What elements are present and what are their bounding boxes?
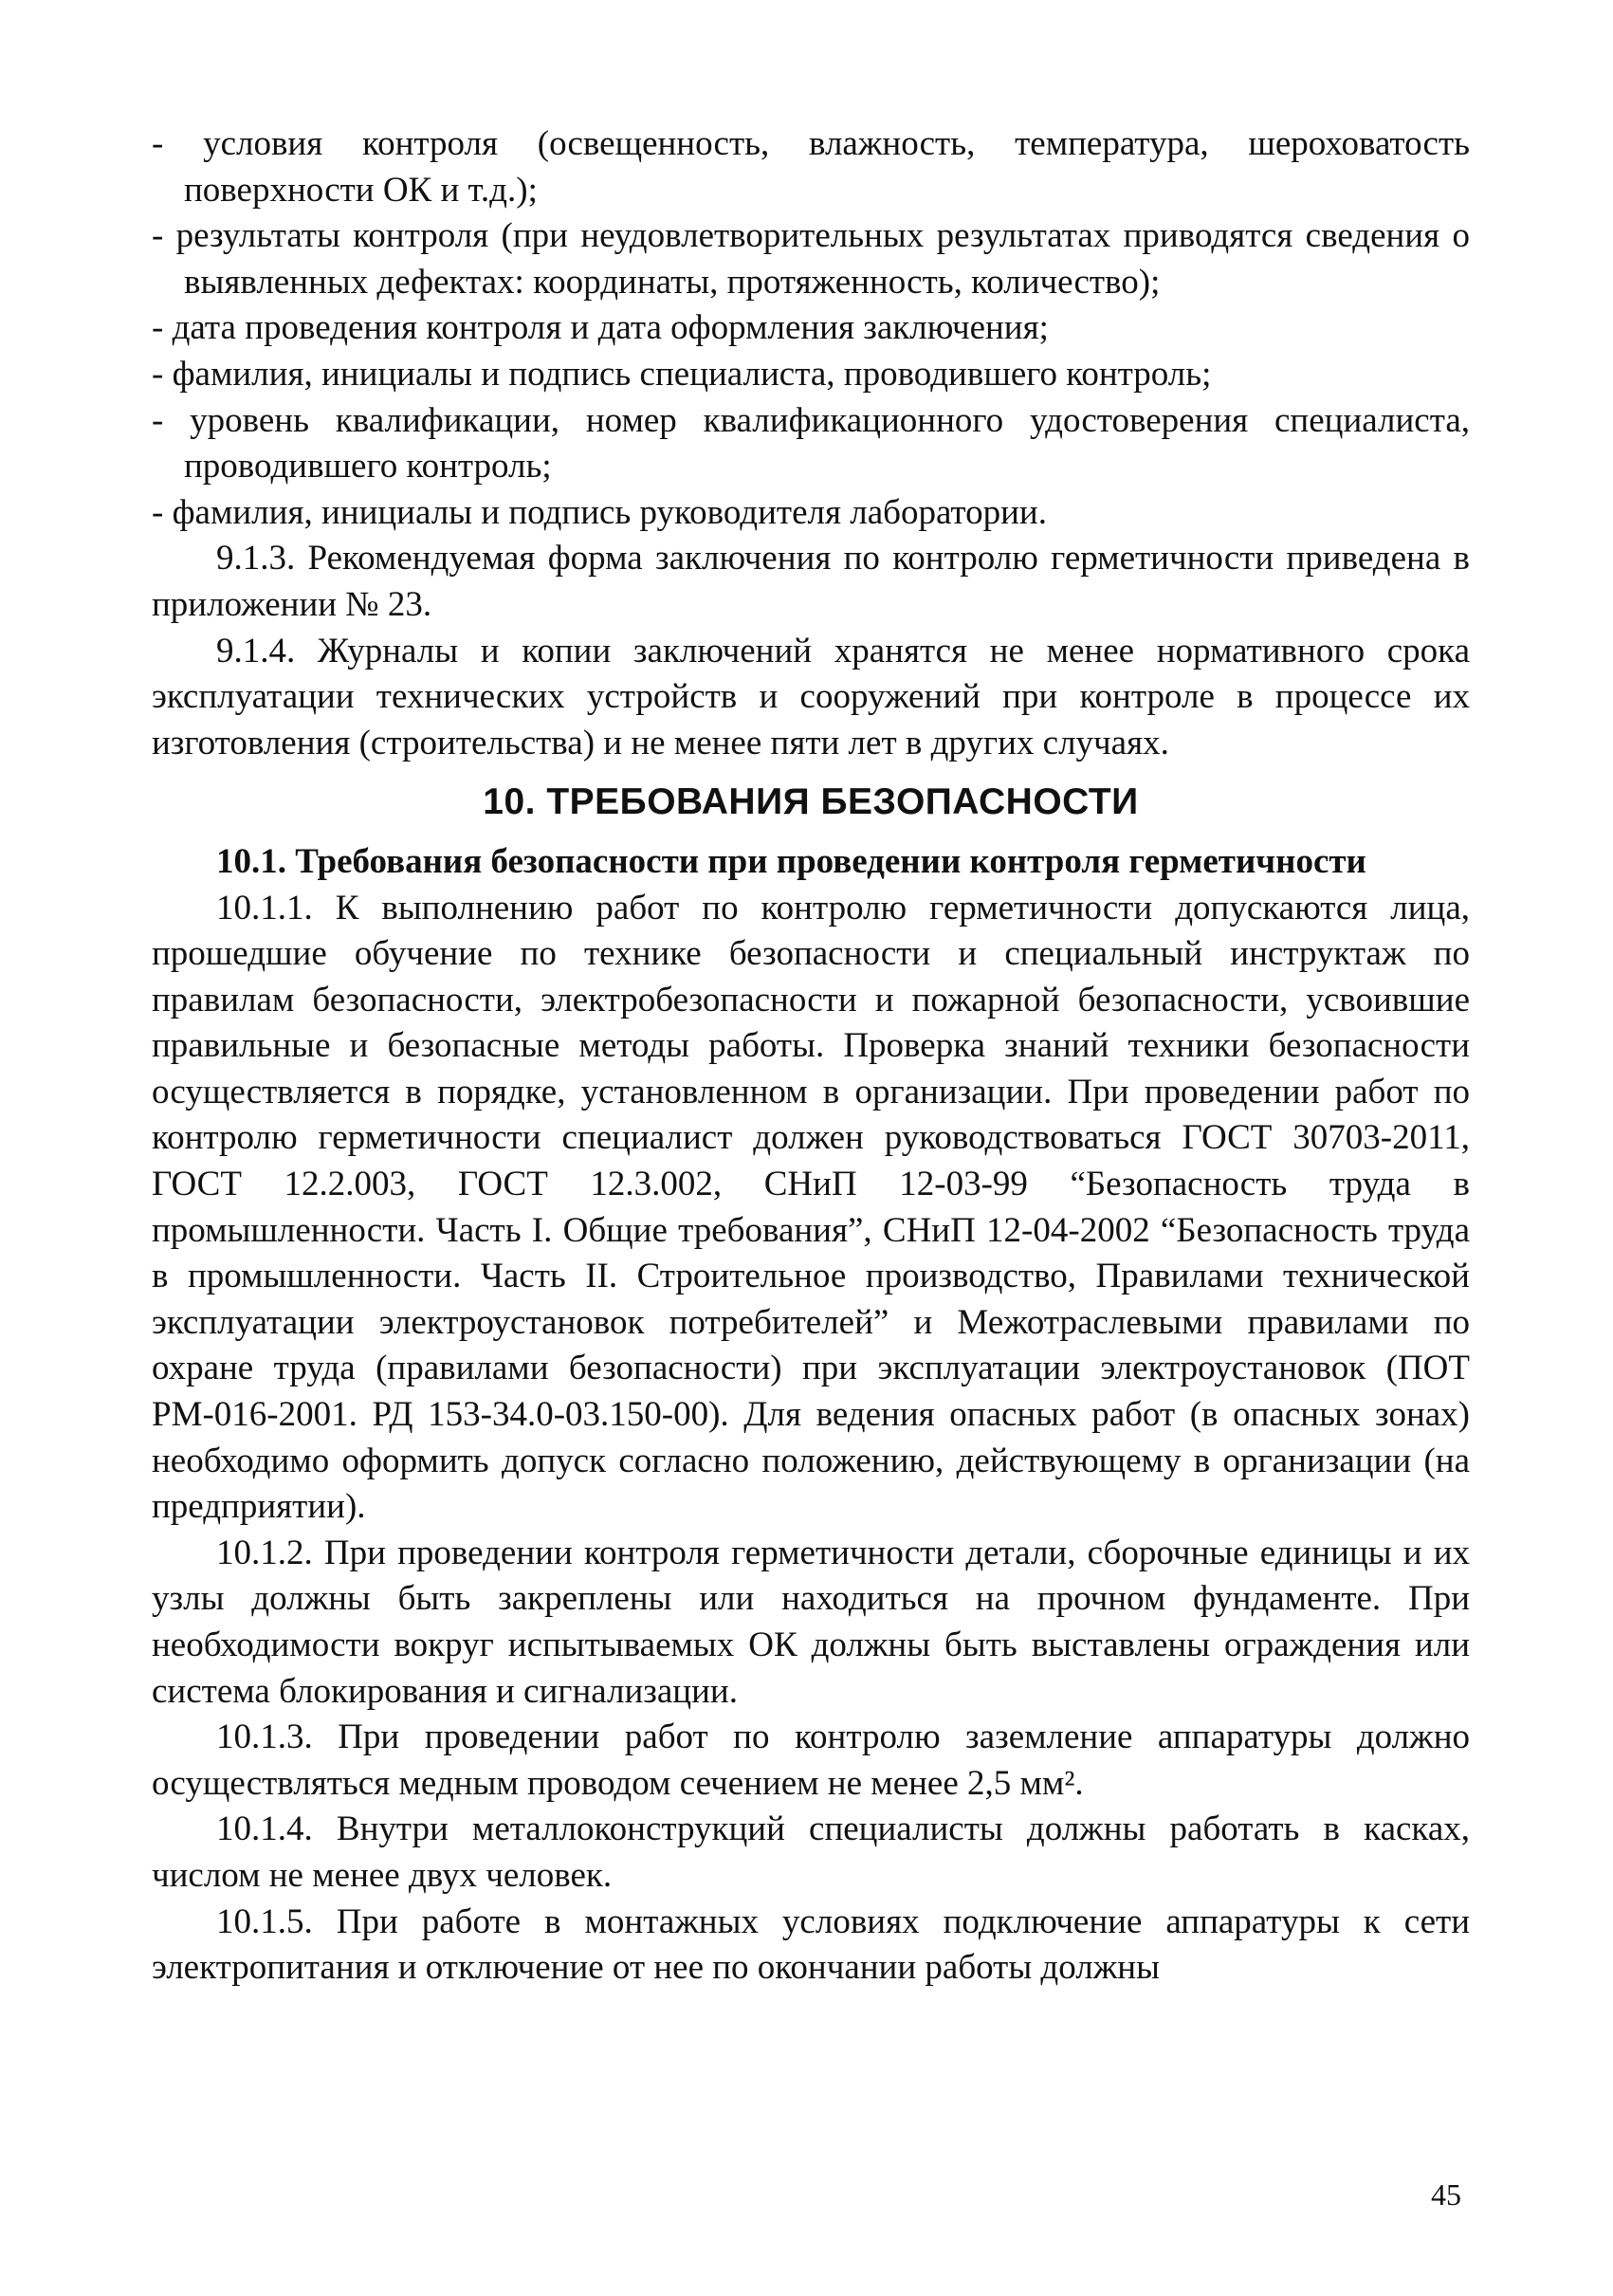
section-heading: 10. ТРЕБОВАНИЯ БЕЗОПАСНОСТИ bbox=[483, 781, 1139, 823]
list-item: - фамилия, инициалы и подпись специалиста, проводившего контроль; bbox=[152, 354, 1212, 394]
paragraph-10-1-5: 10.1.5. При работе в монтажных условиях подключение аппаратуры к сети электропитания и отключение от нее по окончании работы должны bbox=[152, 1901, 1470, 1988]
paragraph-9-1-3: 9.1.3. Рекомендуемая форма заключения по контролю герметичности приведена в приложении № 23. bbox=[152, 539, 1470, 624]
paragraph-10-1-1: 10.1.1. К выполнению работ по контролю герметичности допускаются лица, прошедшие обучение по технике безопасности и специальный инструктаж по правилам безопасности, электробезопасности и пожарной безопасности, усвоившие правильные и безопасные методы работы. Проверка знаний техники безопасности осуществляется в порядке, установленном в организации. При проведении работ по контролю герметичности специалист должен руководствоваться ГОСТ 30703-2011, ГОСТ 12.2.003, ГОСТ 12.3.002, СНиП 12-03-99 “Безопасность труда в промышленности. Часть I. Общие требования”, СНиП 12-04-2002 “Безопасность труда в промышленности. Часть II. Строительное производство, Правилами технической эксплуатации электроустановок потребителей” и Межотраслевыми правилами по охране труда (правилами безопасности) при эксплуатации электроустановок (ПОТ РМ-016-2001. РД 153-34.0-03.150-00). Для ведения опасных работ (в опасных зонах) необходимо оформить допуск согласно положению, действующему в организации (на предприятии). bbox=[152, 888, 1470, 1527]
page-content bbox=[152, 121, 1470, 1992]
paragraph-10-1-3: 10.1.3. При проведении работ по контролю заземление аппаратуры должно осуществляться медным проводом сечением не менее 2,5 мм². bbox=[152, 1717, 1470, 1803]
paragraph-10-1-4: 10.1.4. Внутри металлоконструкций специалисты должны работать в касках, числом не менее двух человек. bbox=[152, 1809, 1470, 1895]
page-number: 45 bbox=[1431, 2177, 1461, 2212]
list-item: - фамилия, инициалы и подпись руководителя лаборатории. bbox=[152, 492, 1047, 532]
paragraph-10-1-2: 10.1.2. При проведении контроля герметичности детали, сборочные единицы и их узлы должны быть закреплены или находиться на прочном фундаменте. При необходимости вокруг испытываемых ОК должны быть выставлены ограждения или система блокирования и сигнализации. bbox=[152, 1533, 1470, 1711]
list-item: - уровень квалификации, номер квалификационного удостоверения специалиста, проводившего контроль; bbox=[152, 400, 1470, 487]
subsection-heading: 10.1. Требования безопасности при проведении контроля герметичности bbox=[216, 841, 1366, 881]
list-item: - результаты контроля (при неудовлетворительных результатах приводятся сведения о выявленных дефектах: координаты, протяженность, количество); bbox=[152, 216, 1470, 302]
list-item: - условия контроля (освещенность, влажность, температура, шероховатость поверхности ОК и т.д.); bbox=[152, 124, 1470, 210]
paragraph-9-1-4: 9.1.4. Журналы и копии заключений хранятся не менее нормативного срока эксплуатации технических устройств и сооружений при контроле в процессе их изготовления (строительства) и не менее пяти лет в других случаях. bbox=[152, 631, 1470, 762]
list-item: - дата проведения контроля и дата оформления заключения; bbox=[152, 308, 1049, 348]
